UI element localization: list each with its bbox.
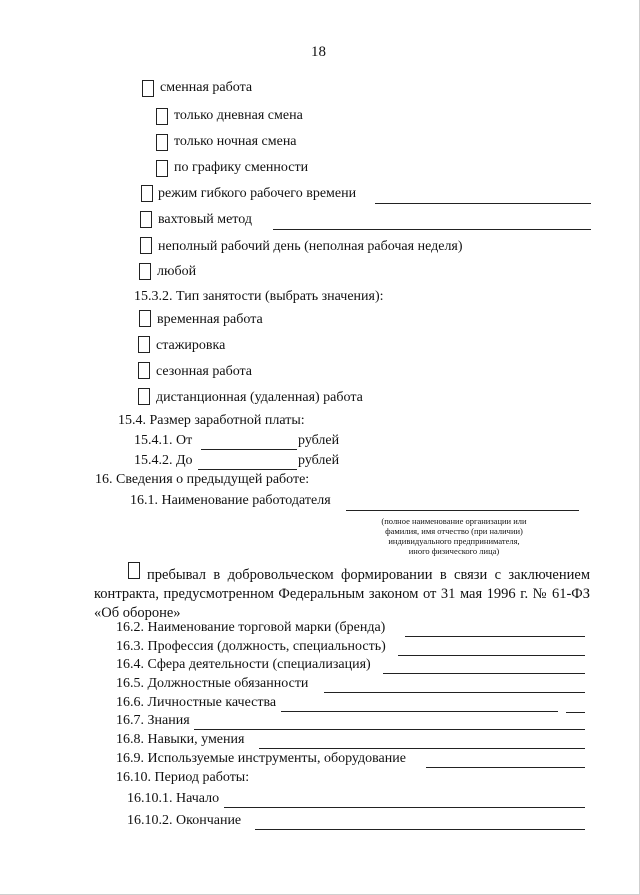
- volunteer-statement: пребывал в добровольческом формировании в связи с заключением контракта, предусмотренном Федеральным законом от 31 мая 1996 г. № 61-ФЗ «Об обороне»: [94, 567, 590, 621]
- tools-line[interactable]: [426, 767, 585, 768]
- salary-from-line[interactable]: [201, 449, 297, 450]
- label-brand: 16.2. Наименование торговой марки (бренда): [116, 620, 386, 635]
- knowledge-line[interactable]: [194, 729, 585, 730]
- checkbox-shift-schedule[interactable]: [156, 160, 168, 177]
- label-any: любой: [157, 264, 197, 279]
- skills-line[interactable]: [259, 748, 585, 749]
- label-tools: 16.9. Используемые инструменты, оборудование: [116, 751, 406, 766]
- label-rotation: вахтовый метод: [158, 212, 252, 227]
- label-personal-qualities: 16.6. Личностные качества: [116, 695, 277, 710]
- label-part-time: неполный рабочий день (неполная рабочая неделя): [158, 239, 463, 254]
- label-internship: стажировка: [156, 338, 226, 353]
- flexible-hours-line[interactable]: [375, 203, 591, 204]
- rotation-line[interactable]: [273, 229, 591, 230]
- heading-previous-job: 16. Сведения о предыдущей работе:: [95, 472, 310, 487]
- personal-qualities-line[interactable]: [281, 711, 558, 712]
- label-duties: 16.5. Должностные обязанности: [116, 676, 309, 691]
- label-salary-from: 15.4.1. От: [134, 433, 193, 448]
- label-salary-to-unit: рублей: [298, 453, 340, 468]
- duties-line[interactable]: [324, 692, 585, 693]
- label-night-shift: только ночная смена: [174, 134, 297, 149]
- checkbox-day-shift[interactable]: [156, 108, 168, 125]
- checkbox-seasonal[interactable]: [138, 362, 150, 379]
- period-start-line[interactable]: [224, 807, 585, 808]
- label-salary-from-unit: рублей: [298, 433, 340, 448]
- brand-line[interactable]: [405, 636, 585, 637]
- employer-hint-line: иного физического лица): [408, 546, 500, 556]
- field-of-activity-line[interactable]: [383, 673, 585, 674]
- period-end-line[interactable]: [255, 829, 585, 830]
- checkbox-flexible-hours[interactable]: [141, 185, 153, 202]
- label-temporary: временная работа: [157, 312, 263, 327]
- employer-hint: [334, 516, 574, 556]
- employer-hint-line: (полное наименование организации или: [381, 516, 527, 526]
- checkbox-internship[interactable]: [138, 336, 150, 353]
- heading-employment-type: 15.3.2. Тип занятости (выбрать значения):: [134, 289, 384, 304]
- checkbox-rotation[interactable]: [140, 211, 152, 228]
- label-field-of-activity: 16.4. Сфера деятельности (специализация): [116, 657, 371, 672]
- label-flexible-hours: режим гибкого рабочего времени: [158, 186, 357, 201]
- checkbox-remote[interactable]: [138, 388, 150, 405]
- checkbox-temporary[interactable]: [139, 310, 151, 327]
- label-salary-to: 15.4.2. До: [134, 453, 193, 468]
- salary-to-line[interactable]: [198, 469, 297, 470]
- label-profession: 16.3. Профессия (должность, специальность): [116, 639, 386, 654]
- label-period-end: 16.10.2. Окончание: [127, 813, 242, 828]
- employer-hint-line: фамилия, имя отчество (при наличии): [385, 526, 523, 536]
- employer-name-line[interactable]: [346, 510, 579, 511]
- profession-line[interactable]: [398, 655, 585, 656]
- checkbox-any[interactable]: [139, 263, 151, 280]
- label-seasonal: сезонная работа: [156, 364, 253, 379]
- label-skills: 16.8. Навыки, умения: [116, 732, 245, 747]
- personal-qualities-line-tail: [566, 712, 585, 713]
- label-shift-work: сменная работа: [160, 80, 253, 95]
- label-knowledge: 16.7. Знания: [116, 713, 190, 728]
- label-shift-schedule: по графику сменности: [174, 160, 309, 175]
- checkbox-part-time[interactable]: [140, 237, 152, 254]
- checkbox-night-shift[interactable]: [156, 134, 168, 151]
- label-work-period: 16.10. Период работы:: [116, 770, 250, 785]
- label-remote: дистанционная (удаленная) работа: [156, 390, 363, 405]
- page-number: 18: [311, 44, 326, 60]
- heading-salary: 15.4. Размер заработной платы:: [118, 413, 305, 428]
- label-day-shift: только дневная смена: [174, 108, 303, 123]
- label-period-start: 16.10.1. Начало: [127, 791, 220, 806]
- checkbox-shift-work[interactable]: [142, 80, 154, 97]
- label-employer-name: 16.1. Наименование работодателя: [130, 493, 331, 508]
- employer-hint-line: индивидуального предпринимателя,: [388, 536, 520, 546]
